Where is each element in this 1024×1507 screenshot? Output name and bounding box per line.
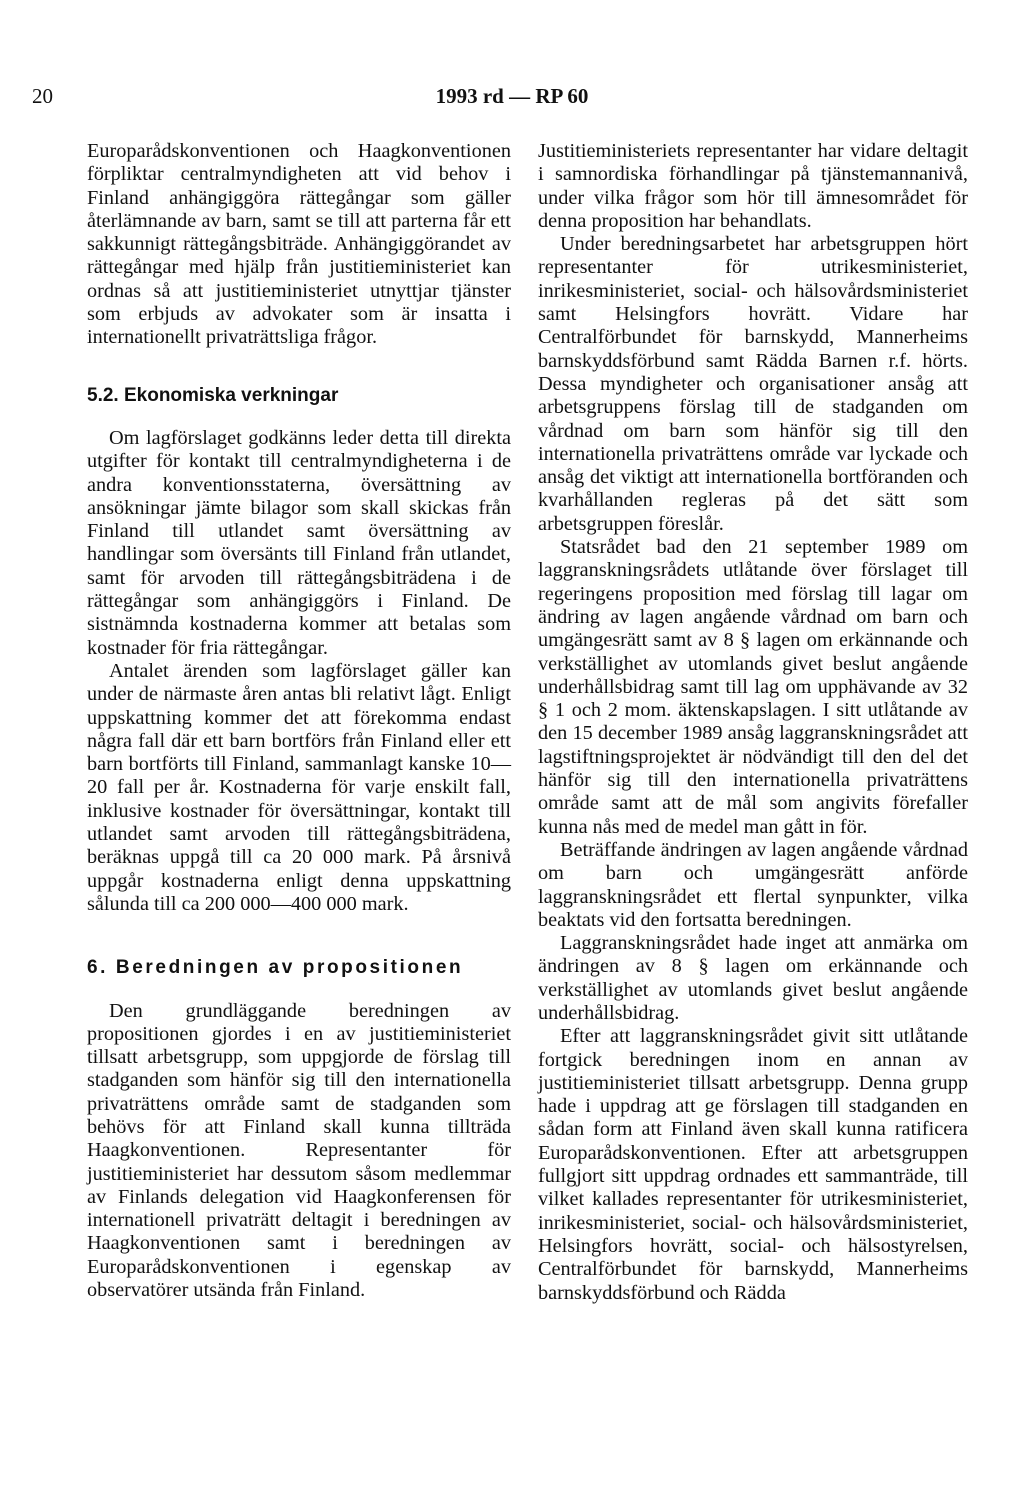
right-paragraph-1: Justitieministeriets representanter har vidare deltagit i samnordiska förhandlingar på tjänstemannanivå, under vilka frågor som hör till ämnesområdet för denna proposition har behandlats.: [538, 140, 968, 232]
page-header: [0, 84, 1024, 118]
right-paragraph-6: Efter att laggranskningsrådet givit sitt utlåtande fortgick beredningen inom en annan av justitieministeriet tillsatt arbetsgrupp. Denna grupp hade i uppdrag att ge förslagen till stadganden en sådan form att Finland även skall kunna ratificera Europarådskonventionen. Efter att arbetsgruppen fullgjort sitt uppdrag ordnades ett sammanträde, till vilket kallades representanter för utrikesministeriet, inrikesministeriet, social- och hälsovårdsministeriet, Helsingfors hovrätt, social- och hälsostyrelsen, Centralförbundet för barnskydd, Mannerheims barnskyddsförbund och Rädda: [538, 1025, 968, 1304]
left-paragraph-3: Antalet ärenden som lagförslaget gäller kan under de närmaste åren antas bli relativt lågt. Enligt uppskattning kommer det att förekomma endast några fall där ett barn bortförs från Finland eller ett barn bortförts till Finland, sammanlagt kanske 10—20 fall per år. Kostnaderna för varje enskilt fall, inklusive kostnader för översättningar, kontakt till utlandet samt arvoden till rättegångsbiträdena, beräknas uppgå till ca 20 000 mark. På årsnivå uppgår kostnaderna enligt denna uppskattning sålunda till ca 200 000—400 000 mark.: [87, 659, 511, 915]
right-column: [538, 140, 968, 1305]
left-paragraph-1: Europarådskonventionen och Haagkonventionen förpliktar centralmyndigheten att vid behov i Finland anhängiggöra rättegångar som gäller återlämnande av barn, samt se till att parterna får ett sakkunnigt rättegångsbiträde. Anhängiggörandet av rättegångar med hjälp från justitieministeriet kan ordnas så att justitieministeriet utnyttjar tjänster som erbjuds av advokater som är insatta i internationellt privaträttsliga frågor.: [87, 140, 511, 349]
left-paragraph-2: Om lagförslaget godkänns leder detta till direkta utgifter för kontakt till centralmyndigheterna i de andra konventionsstaterna, översättning av ansökningar jämte bilagor som skall skickas från Finland till utlandet samt översättning av handlingar som översänts till Finland från utlandet, samt för arvoden till rättegångsbiträdena i de rättegångar som anhängiggörs i Finland. De sistnämnda kostnaderna kommer att betalas som kostnader för fria rättegångar.: [87, 426, 511, 659]
right-paragraph-3: Statsrådet bad den 21 september 1989 om laggranskningsrådets utlåtande över förslaget till regeringens proposition med förslag till lagar om ändring av lagen angående vårdnad om barn och umgängesrätt samt av 8 § lagen om erkännande och verkställighet av utomlands givet beslut angående underhållsbidrag samt till lag om upphävande av 32 § 1 och 2 mom. äktenskapslagen. I sitt utlåtande av den 15 december 1989 ansåg laggranskningsrådet att lagstiftningsprojektet är nödvändigt till den del det hänför sig till den internationella privaträttens område samt att de mål som angivits förefaller kunna nås med de medel man gått in för.: [538, 536, 968, 838]
page-number: 20: [32, 84, 53, 108]
section-heading-5-2: 5.2. Ekonomiska verkningar: [87, 384, 339, 406]
running-title: 1993 rd — RP 60: [435, 84, 589, 108]
right-paragraph-5: Laggranskningsrådet hade inget att anmärka om ändringen av 8 § lagen om erkännande och verkställighet av utomlands givet beslut angående underhållsbidrag.: [538, 932, 968, 1024]
right-paragraph-4: Beträffande ändringen av lagen angående vårdnad om barn och umgängesrätt anförde laggranskningsrådet ett flertal synpunkter, vilka beaktats vid den fortsatta beredningen.: [538, 838, 968, 931]
section-heading-6: 6. Beredningen av propositionen: [87, 957, 464, 979]
left-paragraph-4: Den grundläggande beredningen av propositionen gjordes i en av justitieministeriet tillsatt arbetsgrupp, som uppgjorde de förslag till stadganden som hänför sig till den internationella privaträttens område samt de stadganden som behövs för att Finland skall kunna tillträda Haagkonventionen. Representanter för justitieministeriet har dessutom såsom medlemmar av Finlands delegation vid Haagkonferensen för internationell privaträtt deltagit i beredningen av Haagkonventionen samt i beredningen av Europarådskonventionen i egenskap av observatörer utsända från Finland.: [87, 999, 511, 1302]
right-paragraph-2: Under beredningsarbetet har arbetsgruppen hört representanter för utrikesministeriet, inrikesministeriet, social- och hälsovårdsministeriet samt Helsingfors hovrätt. Vidare har Centralförbundet för barnskydd, Mannerheims barnskyddsförbund samt Rädda Barnen r.f. hörts. Dessa myndigheter och organisationer ansåg att arbetsgruppens förslag till de stadganden om vårdnad om barn som hänför sig till den internationella privaträttens område var lyckade och ansåg det viktigt att internationella bortföranden och kvarhållanden regleras på det sätt som arbetsgruppen föreslår.: [538, 233, 968, 535]
left-column: [87, 140, 511, 1302]
